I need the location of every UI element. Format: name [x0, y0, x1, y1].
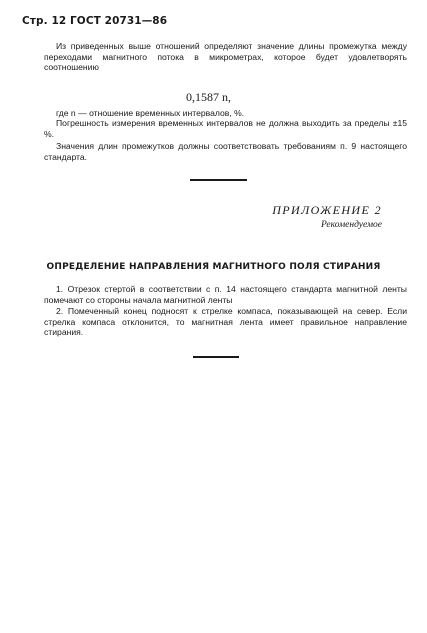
error-paragraph: Погрешность измерения временных интервалов не должна выходить за пределы ±15 %. — [44, 118, 407, 139]
where-line: где n — отношение временных интервалов, %. — [56, 108, 245, 118]
appendix-subtitle: Рекомендуемое — [320, 220, 382, 230]
formula: 0,1587 n, — [186, 90, 231, 104]
section-heading: ОПРЕДЕЛЕНИЕ НАПРАВЛЕНИЯ МАГНИТНОГО ПОЛЯ СТИРАНИЯ — [46, 262, 381, 272]
appendix-item-1: 1. Отрезок стертой в соответствии с п. 14 настоящего стандарта магнитной ленты помечают со стороны начала магнитной ленты — [44, 284, 407, 305]
intro-paragraph: Из приведенных выше отношений определяют значение длины промежутка между переходами магнитного потока в микрометрах, которое будет удовлетворять соотношению — [44, 41, 407, 73]
appendix-item-2: 2. Помеченный конец подносят к стрелке компаса, показывающей на север. Если стрелка компаса отклонится, то магнитная лента имеет правильное направление стирания. — [44, 306, 407, 338]
appendix-title: ПРИЛОЖЕНИЕ 2 — [272, 203, 382, 217]
page-header: Стр. 12 ГОСТ 20731—86 — [22, 15, 168, 27]
divider-top — [190, 179, 247, 181]
divider-bottom — [193, 356, 239, 358]
lengths-paragraph: Значения длин промежутков должны соответствовать требованиям п. 9 настоящего стандарта. — [44, 141, 407, 162]
